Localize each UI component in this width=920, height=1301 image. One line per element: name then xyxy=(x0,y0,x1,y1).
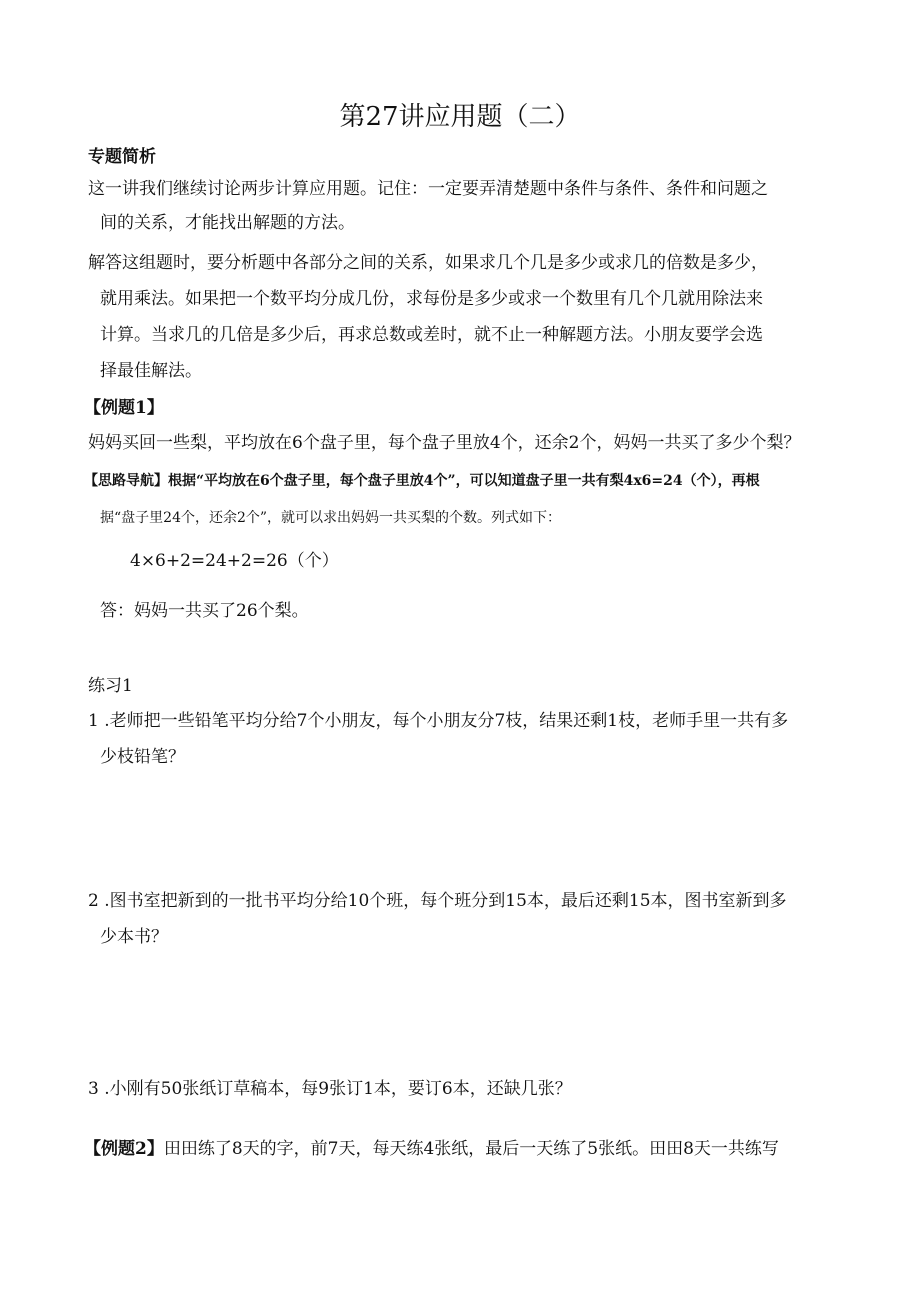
example-2 xyxy=(84,1138,779,1161)
intro-paragraph-2-line-1: 解答这组题时，要分析题中各部分之间的关系，如果求几个几是多少或求几的倍数是多少， xyxy=(88,253,768,273)
example-2-label: 【例题2】 xyxy=(84,1139,164,1159)
practice-1-question-3: 3 .小刚有50张纸订草稿本，每9张订1本，要订6本，还缺几张？ xyxy=(88,1079,572,1099)
intro-paragraph-2-line-4: 择最佳解法。 xyxy=(100,361,202,381)
example-1-hint-line-2: 据“盘子里24个，还余2个”，就可以求出妈妈一共买梨的个数。列式如下： xyxy=(100,510,562,526)
section-heading: 专题简析 xyxy=(88,147,156,167)
example-1-formula: 4×6+2=24+2=26（个） xyxy=(130,551,339,571)
intro-paragraph-1-line-1: 这一讲我们继续讨论两步计算应用题。记住：一定要弄清楚题中条件与条件、条件和问题之 xyxy=(88,179,768,199)
practice-1-question-1-line-1: 1 .老师把一些铅笔平均分给7个小朋友，每个小朋友分7枝，结果还剩1枝，老师手里一共有多 xyxy=(88,711,789,731)
intro-paragraph-2-line-2: 就用乘法。如果把一个数平均分成几份，求每份是多少或求一个数里有几个几就用除法来 xyxy=(100,289,763,309)
page-title: 第27讲应用题（二） xyxy=(339,102,581,132)
practice-1-question-2-line-2: 少本书？ xyxy=(100,927,168,947)
example-2-text: 田田练了8天的字，前7天，每天练4张纸，最后一天练了5张纸。田田8天一共练写 xyxy=(163,1139,779,1159)
intro-paragraph-2-line-3: 计算。当求几的几倍是多少后，再求总数或差时，就不止一种解题方法。小朋友要学会选 xyxy=(100,325,763,345)
practice-1-heading: 练习1 xyxy=(88,676,133,696)
example-1-answer: 答：妈妈一共买了26个梨。 xyxy=(100,601,309,621)
example-1-question: 妈妈买回一些梨，平均放在6个盘子里，每个盘子里放4个，还余2个，妈妈一共买了多少个梨？ xyxy=(88,433,801,453)
intro-paragraph-1-line-2: 间的关系，才能找出解题的方法。 xyxy=(100,213,355,233)
practice-1-question-2-line-1: 2 .图书室把新到的一批书平均分给10个班，每个班分到15本，最后还剩15本，图书室新到多 xyxy=(88,891,787,911)
example-1-hint-line-1: 【思路导航】根据“平均放在6个盘子里，每个盘子里放4个”，可以知道盘子里一共有梨4x6=24（个），再根 xyxy=(84,473,760,489)
practice-1-question-1-line-2: 少枝铅笔？ xyxy=(100,747,185,767)
example-1-label: 【例题1】 xyxy=(84,398,164,418)
